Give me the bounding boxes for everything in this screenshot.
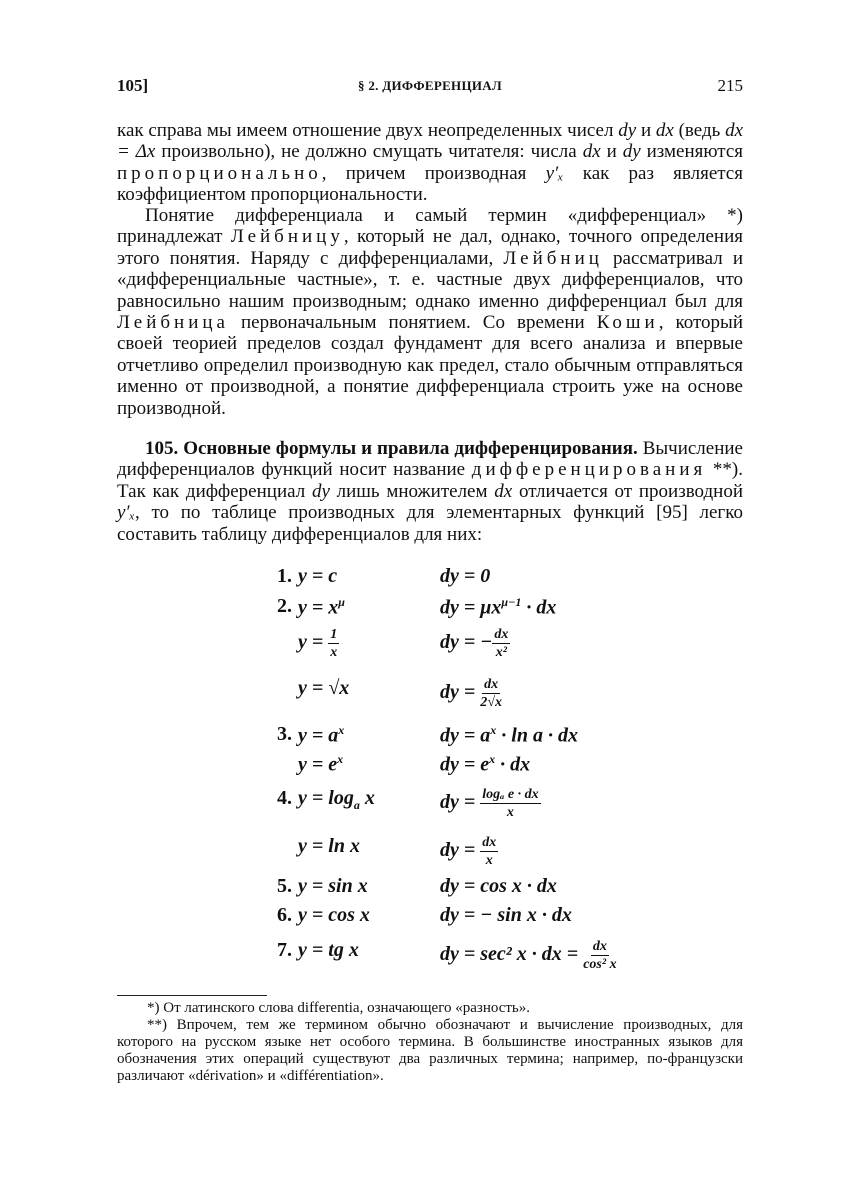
spaced-term-proportional: пропорционально xyxy=(117,162,322,184)
name-leibniz: Лейбницу xyxy=(230,226,344,248)
fraction: $\frac{dx}{2√x}$ xyxy=(480,677,502,710)
spaced-term-differentiation: дифференцирования xyxy=(471,459,707,481)
footnotes xyxy=(117,1000,743,1085)
fraction: $\frac{dx}{x}$ xyxy=(482,835,497,868)
header-section-number: 105] xyxy=(117,76,149,95)
differential-formula-table: 1. y = c dy = 0 2. $y = x^\mu$ dy = $\mu x^{\mu-1}$ · dx y = $\frac{1}{x}$ dy = − $\frac{dx}{\text{x²}}$ y = √x dy = $\frac{dx}{2√x}$ 3. $y = a^x$ dy = $a^x \cdot \ln a$ · dx $y = e^x$ dy = $e^x$ · dx 4. $y = \log_a x$ dy = $\frac{\text{logₐ e · dx}}{x}$ y = ln x dy = $\frac{dx}{x}$ 5. y = sin x dy = cos x · dx 6. y = cos x dy = − sin x · dx 7. y = tg x dy = sec² x · dx = $\frac{dx}{\text{cos² x}}$ xyxy=(277,565,617,972)
name-leibniz: Лейбниц xyxy=(503,247,603,269)
header-chapter-title: § 2. ДИФФЕРЕНЦИАЛ xyxy=(358,78,502,93)
footnote-2: **) Впрочем, тем же термином обычно обозначают и вычисление производных, для которого на русском языке нет особого термина. В большинстве иностранных языков для обозначения этих операций существуют два различных термина; например, по-французски различают «dérivation» и «différentiation». xyxy=(117,1017,743,1084)
running-header xyxy=(117,76,743,100)
footnote-divider xyxy=(117,995,267,996)
paragraph-section-105: 105. Основные формулы и правила дифференцирования. Вычисление дифференциалов функций носит название дифференцирования **). Так как дифференциал dy лишь множителем dx отличается от производной y′ₓ, то по таблице производных для элементарных функций [95] легко составить таблицу дифференциалов для них: xyxy=(117,438,744,545)
name-cauchy: Коши xyxy=(596,312,659,334)
paragraph-1: как справа мы имеем отношение двух неопределенных чисел dy и dx (ведь dx = Δx произвольно), не должно смущать читателя: числа dx и dy изменяются пропорционально, причем производная y′ₓ как раз является коэффициентом пропорциональности. xyxy=(117,120,744,206)
fraction: $\frac{1}{x}$ xyxy=(330,627,338,660)
section-title: 105. Основные формулы и правила дифференцирования. xyxy=(145,438,638,459)
paragraph-2: Понятие дифференциала и самый термин «дифференциал» *) принадлежат Лейбницу, который не дал, однако, точного определения этого понятия. Наряду с дифференциалами, Лейбниц рассматривал и «дифференциальные частные», т. е. частные двух дифференциалов, что равносильно нашим производным; однако именно дифференциал был для Лейбница первоначальным понятием. Со времени Коши, который своей теорией пределов создал фундамент для всего анализа и впервые отчетливо определил производную как предел, стало обычным отправляться именно от производной, а понятие дифференциала строить уже на основе производной. xyxy=(117,205,743,419)
fraction: $\frac{\text{logₐ e · dx}}{x}$ xyxy=(482,787,539,820)
page-number: 215 xyxy=(717,76,743,95)
fraction: $\frac{dx}{\text{cos² x}}$ xyxy=(583,939,617,972)
fraction: $\frac{dx}{\text{x²}}$ xyxy=(494,627,509,660)
name-leibniz: Лейбница xyxy=(117,312,229,334)
footnote-1: *) От латинского слова differentia, означающего «разность». xyxy=(147,1000,531,1016)
